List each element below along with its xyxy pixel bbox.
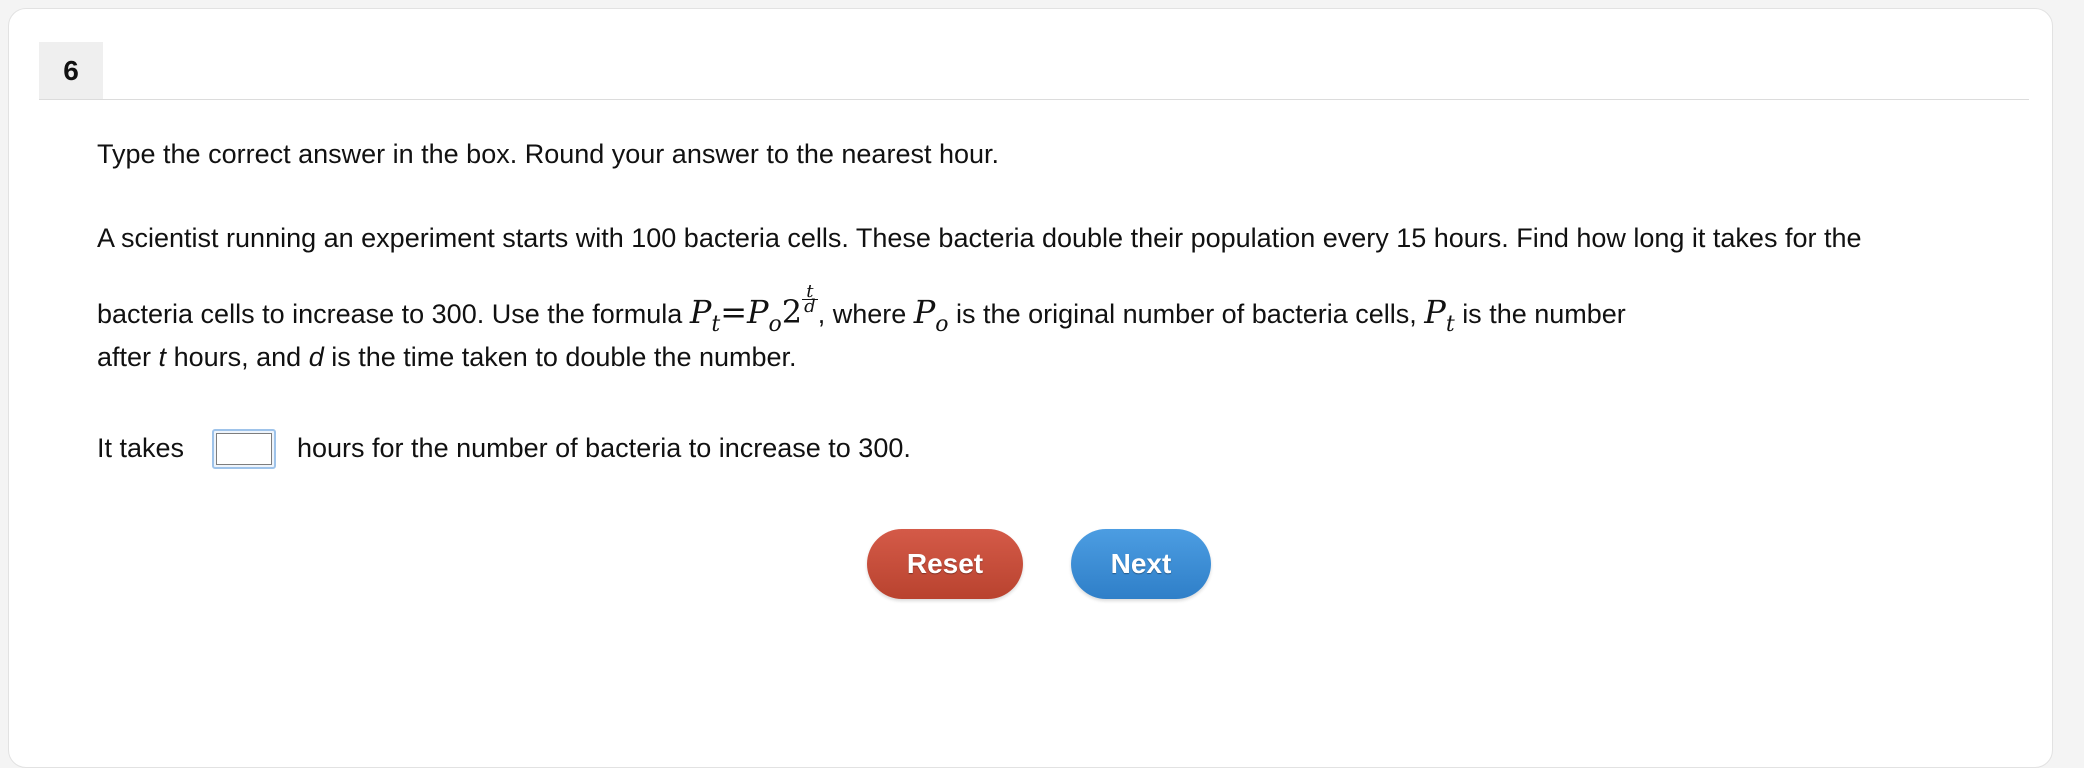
- next-button[interactable]: Next: [1071, 529, 1211, 599]
- instruction-text: Type the correct answer in the box. Round your answer to the nearest hour.: [97, 139, 1000, 169]
- problem-text: bacteria cells to increase to 300. Use the formula: [97, 299, 683, 329]
- header-divider: [39, 99, 2029, 100]
- question-number: 6: [39, 42, 103, 100]
- problem-line-1: A scientist running an experiment starts with 100 bacteria cells. These bacteria double their population every 15 hours. Find how long it takes for the: [97, 223, 1862, 253]
- exponent-fraction: $\frac{t}{d}$: [804, 281, 816, 317]
- problem-line-2: [97, 281, 1626, 337]
- answer-box: [212, 429, 276, 469]
- answer-input[interactable]: [216, 433, 272, 465]
- formula: $P_t=P_o2$ $\frac{t}{d}$: [689, 281, 816, 337]
- problem-text: is the original number of bacteria cells,: [956, 299, 1417, 329]
- variable-d: d: [308, 342, 324, 372]
- reset-button[interactable]: Reset: [867, 529, 1023, 599]
- symbol-p-t: $P_t$: [1424, 293, 1455, 337]
- problem-text: is the number: [1462, 299, 1626, 329]
- problem-line-3: after t hours, and d is the time taken to double the number.: [97, 342, 797, 372]
- variable-t: t: [158, 342, 167, 372]
- symbol-p-o: $P_o$: [913, 293, 949, 337]
- answer-prefix: It takes: [97, 433, 185, 463]
- answer-suffix: hours for the number of bacteria to increase to 300.: [297, 433, 911, 463]
- problem-text: , where: [817, 299, 907, 329]
- question-card: [8, 8, 2053, 768]
